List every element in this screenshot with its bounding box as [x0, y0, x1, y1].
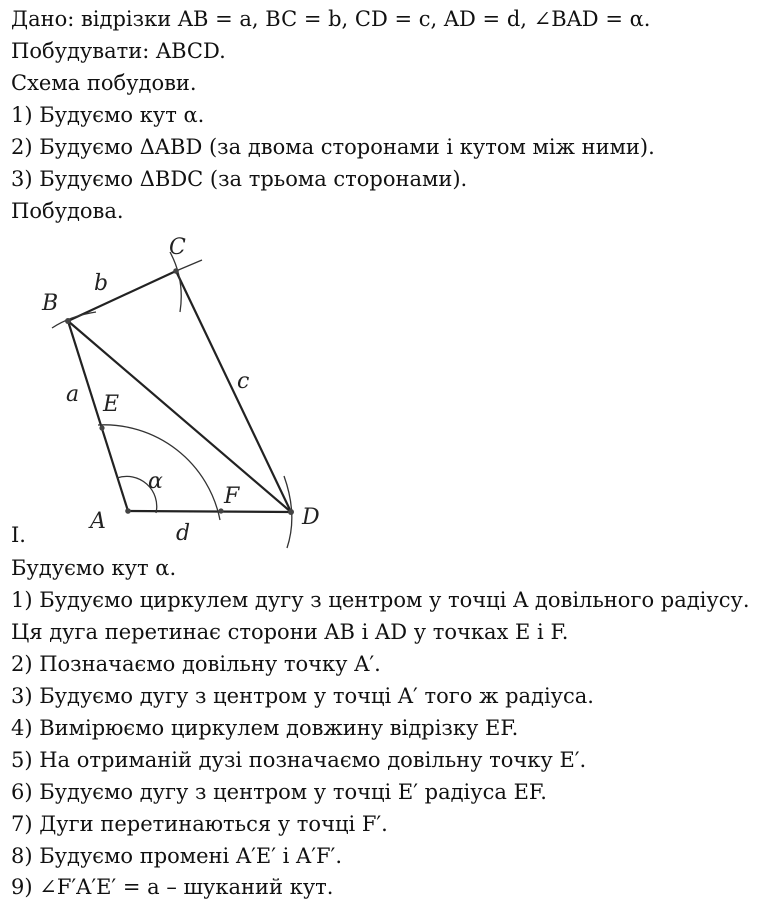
scheme-step-1: 1) Будуємо кут α. — [11, 103, 205, 127]
scheme-step-2: 2) Будуємо ΔABD (за двома сторонами і кутом між ними). — [11, 135, 655, 159]
label-c: C — [169, 235, 186, 260]
step-line-8: 7) Дуги перетинаються у точці F′. — [11, 812, 388, 836]
step-line-9: 8) Будуємо промені A′E′ і A′F′. — [11, 844, 342, 868]
step-line-7: 6) Будуємо дугу з центром у точці E′ радіуса EF. — [11, 780, 547, 804]
label-side-b: b — [94, 271, 109, 296]
point-f — [218, 508, 223, 513]
construct-text: Побудувати: ABCD. — [11, 39, 226, 63]
section-title: Будуємо кут α. — [11, 556, 177, 580]
label-e: E — [103, 392, 120, 417]
point-b — [65, 318, 71, 324]
bc-extension — [176, 260, 202, 271]
label-side-c: c — [237, 369, 250, 394]
step-line-10: 9) ∠F′A′E′ = a – шуканий кут. — [11, 875, 334, 899]
label-b: B — [42, 291, 59, 316]
step-line-1: 1) Будуємо циркулем дугу з центром у точці A довільного радіусу. — [11, 588, 750, 612]
label-a: A — [90, 509, 106, 534]
compass-arc-c — [170, 252, 181, 312]
step-line-3: 2) Позначаємо довільну точку A′. — [11, 652, 381, 676]
label-side-d: d — [176, 521, 191, 546]
label-f: F — [224, 484, 240, 509]
step-line-5: 4) Вимірюємо циркулем довжину відрізку EF. — [11, 716, 519, 740]
given-text: Дано: відрізки AB = a, BC = b, CD = c, AD = d, ∠BAD = α. — [11, 7, 651, 31]
side-ad — [128, 511, 291, 512]
label-d: D — [302, 505, 320, 530]
label-angle-alpha: α — [148, 469, 163, 494]
construction-title: Побудова. — [11, 199, 124, 223]
point-e — [99, 425, 104, 430]
label-side-a: a — [66, 382, 80, 407]
side-bc — [68, 271, 176, 321]
section-numeral: I. — [11, 523, 26, 547]
point-d — [288, 509, 294, 515]
point-a — [125, 508, 131, 514]
step-line-2: Ця дуга перетинає сторони AB і AD у точках E і F. — [11, 620, 569, 644]
step-line-4: 3) Будуємо дугу з центром у точці A′ того ж радіуса. — [11, 684, 594, 708]
quadrilateral-figure — [30, 230, 320, 550]
scheme-step-3: 3) Будуємо ΔBDC (за трьома сторонами). — [11, 167, 468, 191]
point-c — [173, 268, 179, 274]
scheme-title: Схема побудови. — [11, 71, 197, 95]
step-line-6: 5) На отриманій дузі позначаємо довільну точку E′. — [11, 748, 587, 772]
diagonal-bd — [68, 321, 291, 512]
side-cd — [176, 271, 291, 512]
